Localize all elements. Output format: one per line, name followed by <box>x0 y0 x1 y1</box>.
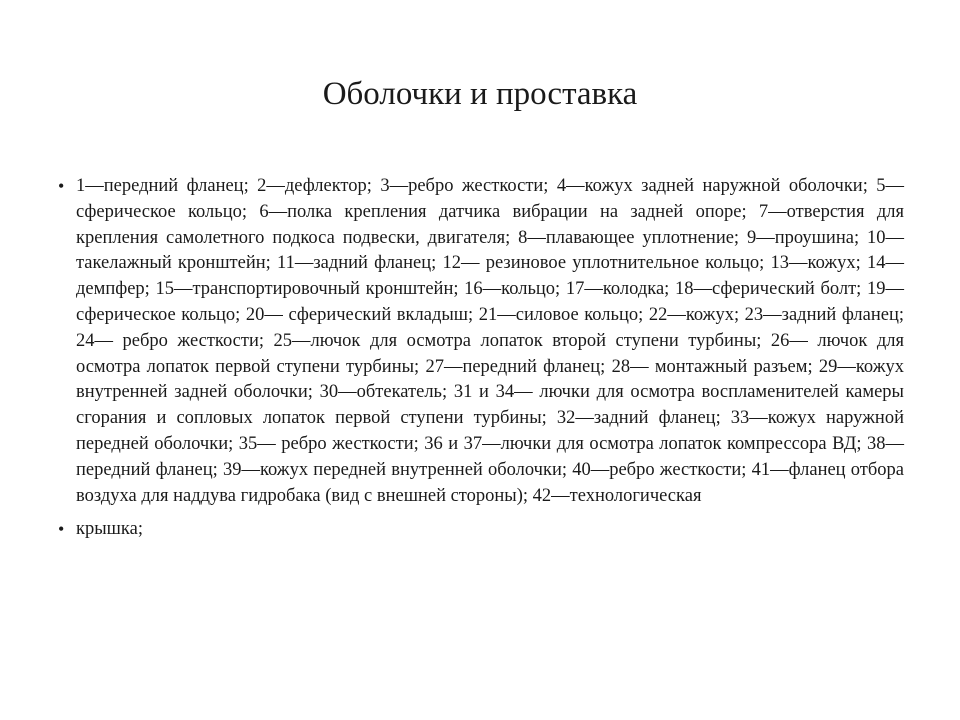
bullet-text: 1—передний фланец; 2—дефлектор; 3—ребро жесткости; 4—кожух задней наружной оболочки; 5—сферическое кольцо; 6—полка крепления датчика вибрации на задней опоре; 7—отверстия для крепления самолетного подкоса подвески, двигателя; 8—плавающее уплотнение; 9—проушина; 10—такелажный кронштейн; 11—задний фланец; 12— резиновое уплотнительное кольцо; 13—кожух; 14—демпфер; 15—транспортировочный кронштейн; 16—кольцо; 17—колодка; 18—сферический болт; 19—сферическое кольцо; 20— сферический вкладыш; 21—силовое кольцо; 22—кожух; 23—задний фланец; 24— ребро жесткости; 25—лючок для осмотра лопаток второй ступени турбины; 26— лючок для осмотра лопаток первой ступени турбины; 27—передний фланец; 28— монтажный разъем; 29—кожух внутренней задней оболочки; 30—обтекатель; 31 и 34— лючки для осмотра воспламенителей камеры сгорания и сопловых лопаток первой ступени турбины; 32—задний фланец; 33—кожух наружной передней оболочки; 35— ребро жесткости; 36 и 37—лючки для осмотра лопаток компрессора ВД; 38—передний фланец; 39—кожух передней внутренней оболочки; 40—ребро жесткости; 41—фланец отбора воздуха для наддува гидробака (вид с внешней стороны); 42—технологическая <box>76 176 904 506</box>
bullet-dot-icon: • <box>58 519 65 540</box>
bullet-list <box>58 174 904 551</box>
bullet-text: крышка; <box>76 519 143 540</box>
bullet-item <box>58 174 904 509</box>
bullet-item <box>58 517 904 543</box>
bullet-dot-icon: • <box>58 176 65 196</box>
slide-title: Оболочки и проставка <box>322 76 638 112</box>
